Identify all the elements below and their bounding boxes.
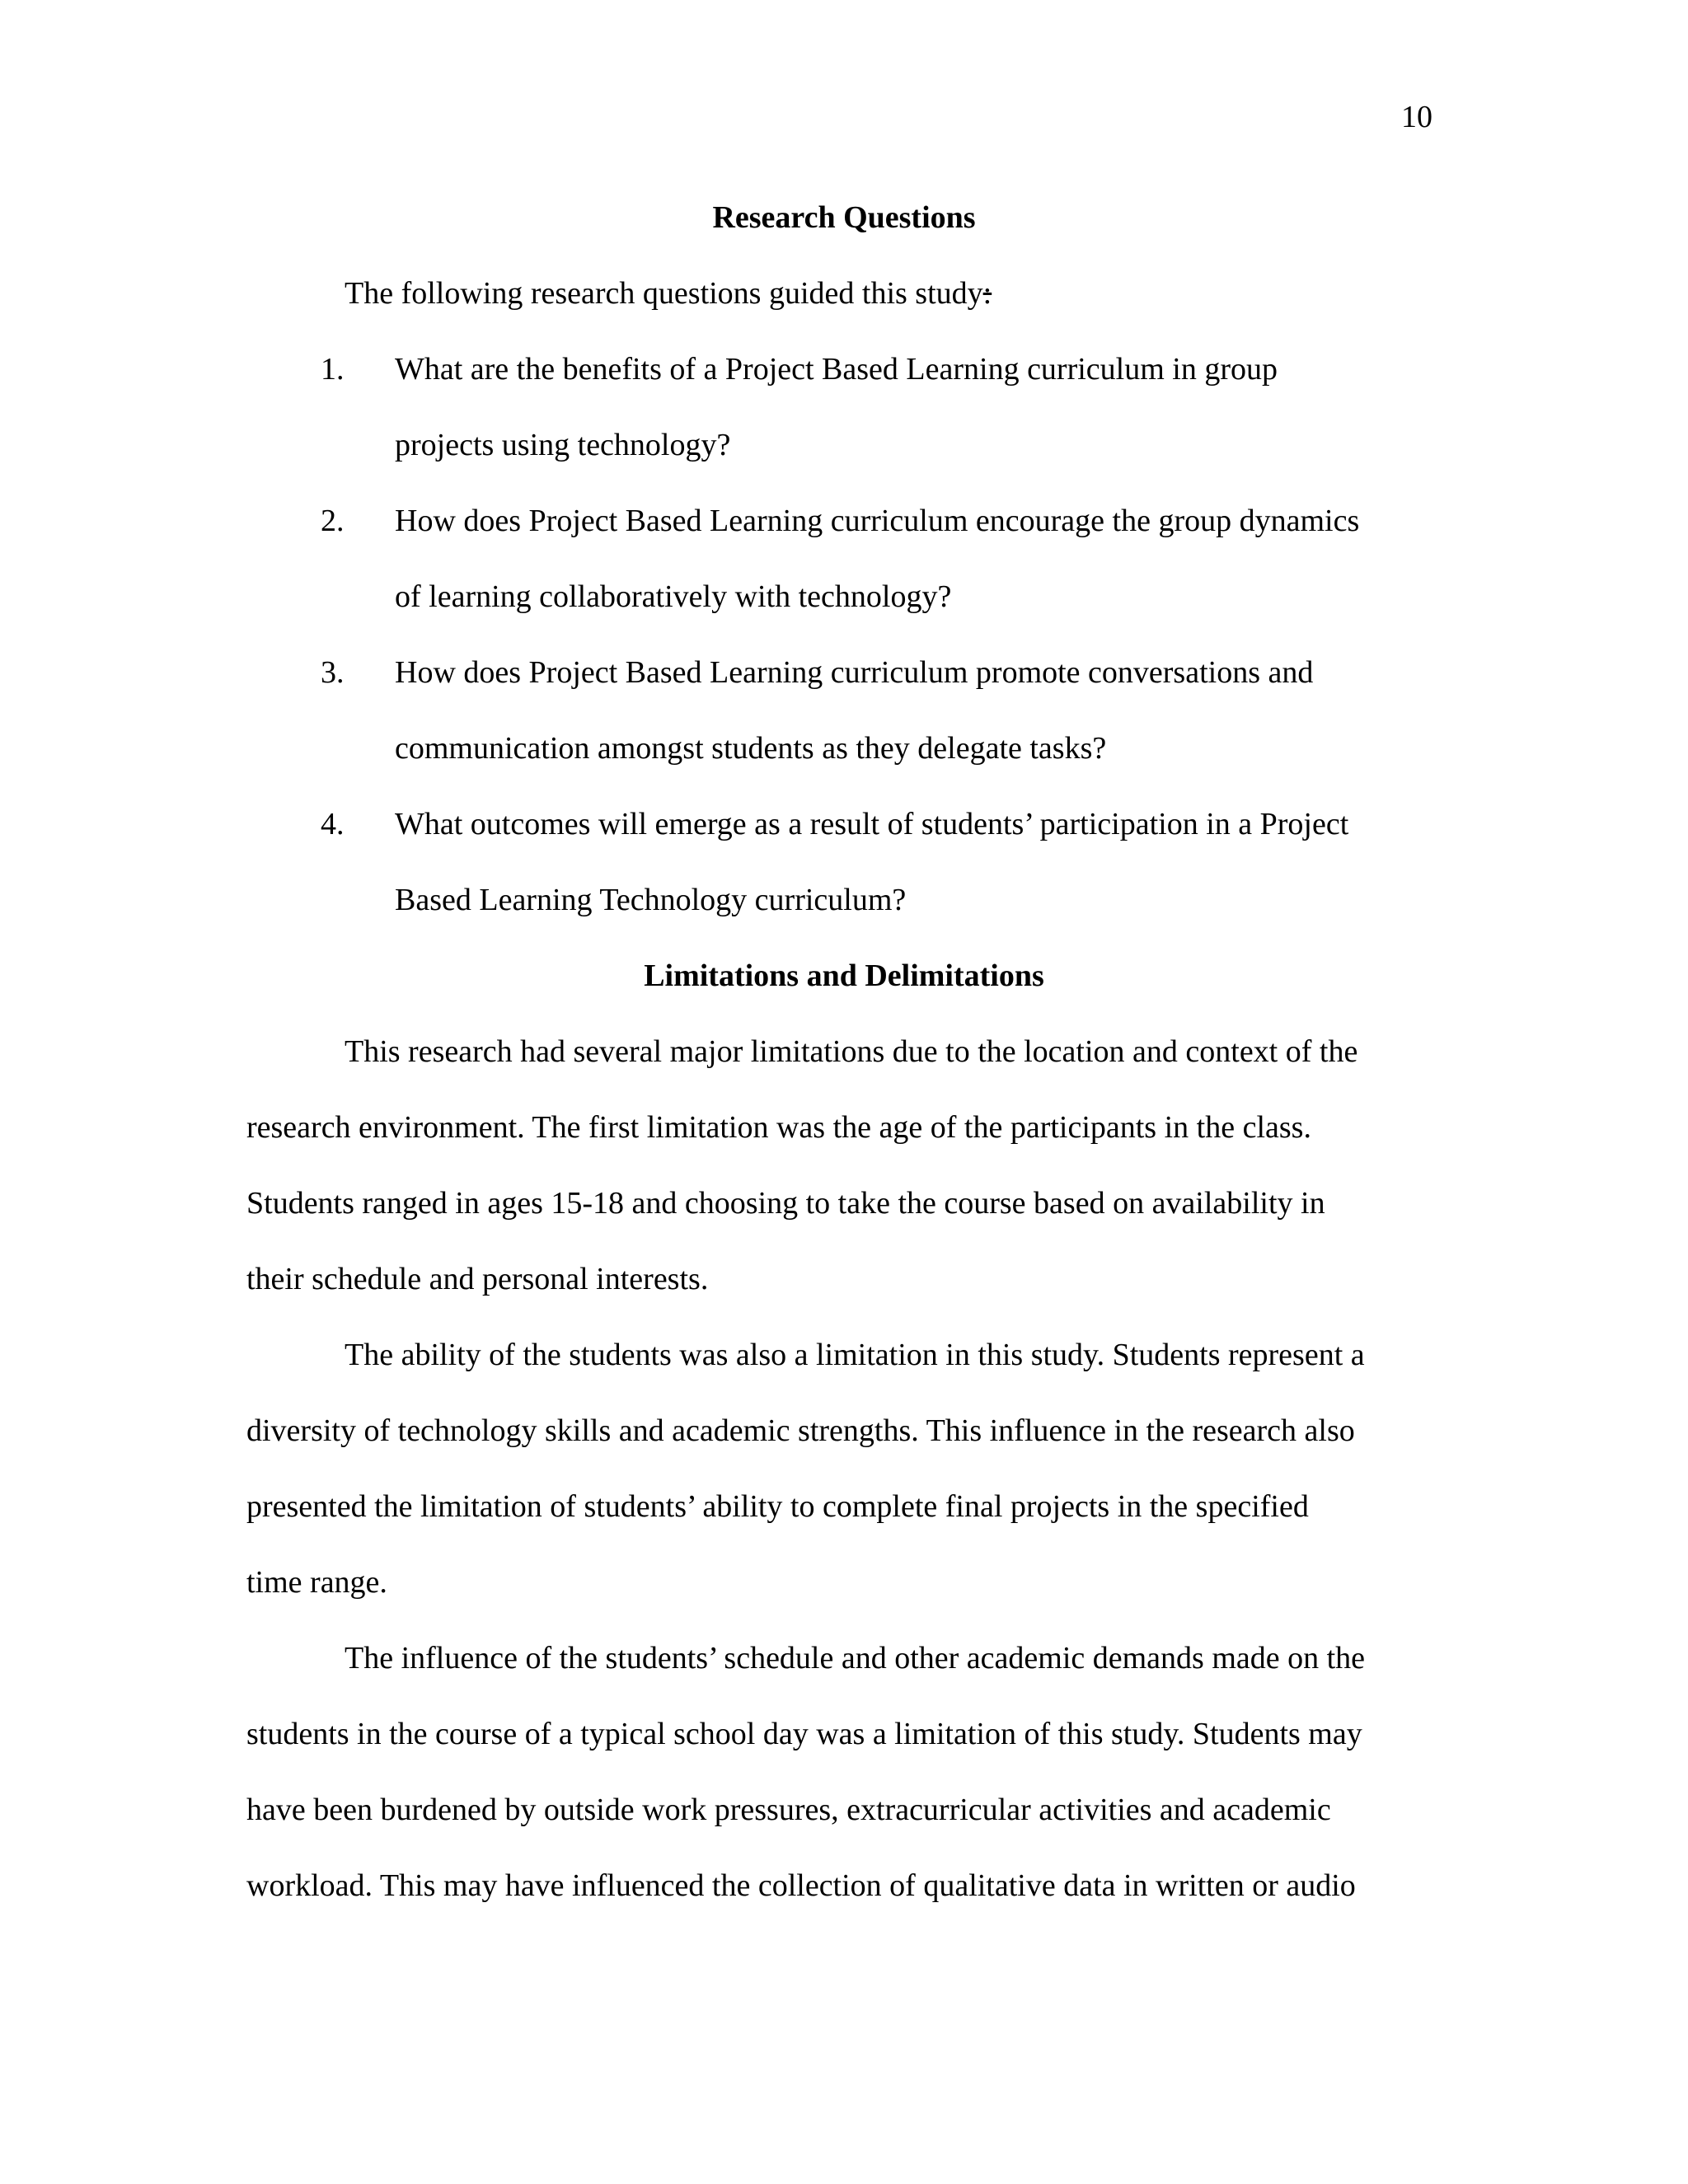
question-line: What are the benefits of a Project Based Learning curriculum in group [395, 352, 1278, 387]
question-line: How does Project Based Learning curriculum promote conversations and [395, 655, 1314, 690]
paragraph-line: have been burdened by outside work pressures, extracurricular activities and academic [246, 1793, 1331, 1827]
paragraph-line: This research had several major limitations due to the location and context of the [345, 1034, 1358, 1069]
paragraph-line: time range. [246, 1565, 387, 1600]
question-line: Based Learning Technology curriculum? [395, 883, 907, 917]
question-line: What outcomes will emerge as a result of students’ participation in a Project [395, 807, 1349, 841]
question-line: of learning collaboratively with technology? [395, 579, 952, 614]
section-heading-limitations: Limitations and Delimitations [644, 958, 1044, 993]
paragraph-line: presented the limitation of students’ ability to complete final projects in the specified [246, 1489, 1309, 1524]
question-line: projects using technology? [395, 428, 731, 462]
question-line: How does Project Based Learning curriculum encourage the group dynamics [395, 504, 1360, 538]
paragraph-line: research environment. The first limitation was the age of the participants in the class. [246, 1110, 1311, 1145]
paragraph-line: students in the course of a typical school day was a limitation of this study. Students may [246, 1717, 1362, 1751]
intro-text: The following research questions guided this study [345, 276, 983, 311]
question-number: 4. [321, 807, 345, 841]
section-heading-research-questions: Research Questions [712, 200, 976, 235]
paragraph-line: diversity of technology skills and academic strengths. This influence in the research also [246, 1413, 1355, 1448]
intro-struck-colon: : [982, 276, 992, 311]
paragraph-line: their schedule and personal interests. [246, 1262, 709, 1296]
paragraph-line: workload. This may have influenced the collection of qualitative data in written or audio [246, 1868, 1356, 1903]
paragraph-line: The influence of the students’ schedule and other academic demands made on the [345, 1641, 1366, 1675]
intro-line [345, 274, 992, 312]
question-line: communication amongst students as they delegate tasks? [395, 731, 1107, 766]
paragraph-line: Students ranged in ages 15-18 and choosing to take the course based on availability in [246, 1186, 1325, 1221]
page-number: 10 [1401, 100, 1432, 134]
paragraph-line: The ability of the students was also a limitation in this study. Students represent a [345, 1338, 1365, 1372]
question-number: 3. [321, 655, 345, 690]
question-number: 1. [321, 352, 345, 387]
question-number: 2. [321, 504, 345, 538]
